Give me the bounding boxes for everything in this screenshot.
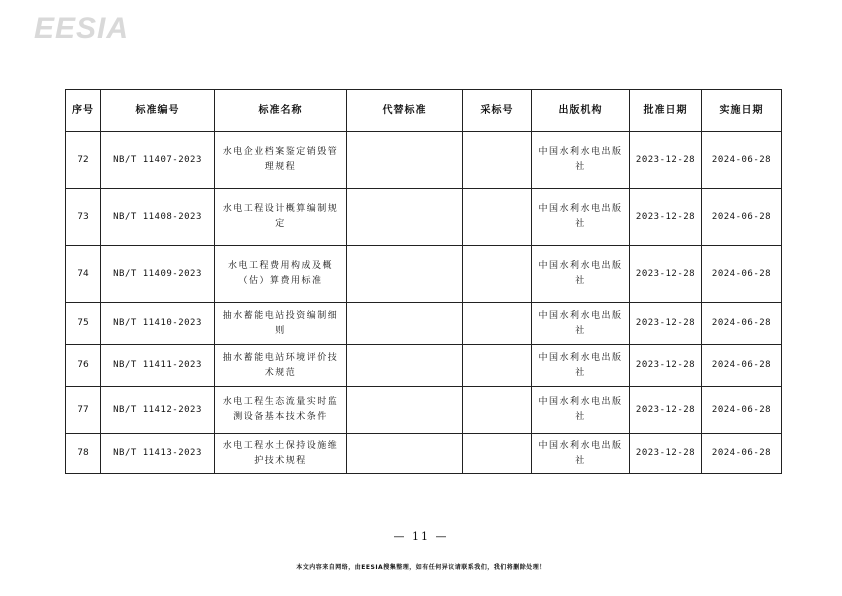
cell-publisher: 中国水利水电出版社 xyxy=(532,132,630,189)
table-header-row xyxy=(66,90,782,132)
cell-standard-name: 水电工程水土保持设施维护技术规程 xyxy=(215,434,347,474)
cell-publisher: 中国水利水电出版社 xyxy=(532,189,630,246)
cell-standard-name: 水电工程设计概算编制规定 xyxy=(215,189,347,246)
cell-effective-date: 2024-06-28 xyxy=(702,387,782,434)
header-standard-name: 标准名称 xyxy=(215,90,347,132)
cell-approval-date: 2023-12-28 xyxy=(630,189,702,246)
cell-adopted-standard xyxy=(463,387,532,434)
cell-publisher: 中国水利水电出版社 xyxy=(532,246,630,303)
table-row xyxy=(66,189,782,246)
header-standard-code: 标准编号 xyxy=(101,90,215,132)
header-publisher: 出版机构 xyxy=(532,90,630,132)
cell-approval-date: 2023-12-28 xyxy=(630,132,702,189)
table-row xyxy=(66,246,782,303)
cell-standard-code: NB/T 11408-2023 xyxy=(101,189,215,246)
cell-publisher: 中国水利水电出版社 xyxy=(532,345,630,387)
cell-effective-date: 2024-06-28 xyxy=(702,434,782,474)
cell-serial-number: 76 xyxy=(66,345,101,387)
cell-effective-date: 2024-06-28 xyxy=(702,132,782,189)
cell-serial-number: 75 xyxy=(66,303,101,345)
cell-effective-date: 2024-06-28 xyxy=(702,345,782,387)
cell-replaced-standard xyxy=(347,434,463,474)
cell-standard-code: NB/T 11407-2023 xyxy=(101,132,215,189)
cell-replaced-standard xyxy=(347,189,463,246)
cell-approval-date: 2023-12-28 xyxy=(630,387,702,434)
cell-publisher: 中国水利水电出版社 xyxy=(532,387,630,434)
cell-effective-date: 2024-06-28 xyxy=(702,189,782,246)
cell-adopted-standard xyxy=(463,345,532,387)
cell-approval-date: 2023-12-28 xyxy=(630,246,702,303)
cell-standard-code: NB/T 11411-2023 xyxy=(101,345,215,387)
table-row xyxy=(66,132,782,189)
cell-effective-date: 2024-06-28 xyxy=(702,303,782,345)
table-row xyxy=(66,387,782,434)
cell-publisher: 中国水利水电出版社 xyxy=(532,434,630,474)
cell-standard-name: 水电工程费用构成及概（估）算费用标准 xyxy=(215,246,347,303)
cell-approval-date: 2023-12-28 xyxy=(630,303,702,345)
standards-table xyxy=(65,89,782,474)
page-number: — 11 — xyxy=(393,530,449,543)
cell-adopted-standard xyxy=(463,189,532,246)
cell-serial-number: 78 xyxy=(66,434,101,474)
cell-publisher: 中国水利水电出版社 xyxy=(532,303,630,345)
cell-replaced-standard xyxy=(347,387,463,434)
eesia-watermark-logo: EESIA xyxy=(34,12,130,45)
table-row xyxy=(66,345,782,387)
cell-serial-number: 73 xyxy=(66,189,101,246)
header-replaced-standard: 代替标准 xyxy=(347,90,463,132)
cell-standard-code: NB/T 11413-2023 xyxy=(101,434,215,474)
cell-effective-date: 2024-06-28 xyxy=(702,246,782,303)
cell-replaced-standard xyxy=(347,345,463,387)
cell-serial-number: 72 xyxy=(66,132,101,189)
cell-approval-date: 2023-12-28 xyxy=(630,345,702,387)
header-approval-date: 批准日期 xyxy=(630,90,702,132)
header-effective-date: 实施日期 xyxy=(702,90,782,132)
cell-adopted-standard xyxy=(463,132,532,189)
table-row xyxy=(66,434,782,474)
header-serial-number: 序号 xyxy=(66,90,101,132)
cell-standard-name: 抽水蓄能电站投资编制细则 xyxy=(215,303,347,345)
cell-standard-name: 抽水蓄能电站环境评价技术规范 xyxy=(215,345,347,387)
cell-standard-code: NB/T 11409-2023 xyxy=(101,246,215,303)
cell-serial-number: 77 xyxy=(66,387,101,434)
cell-standard-code: NB/T 11412-2023 xyxy=(101,387,215,434)
cell-serial-number: 74 xyxy=(66,246,101,303)
cell-standard-name: 水电工程生态流量实时监测设备基本技术条件 xyxy=(215,387,347,434)
cell-replaced-standard xyxy=(347,246,463,303)
cell-standard-name: 水电企业档案鉴定销毁管理规程 xyxy=(215,132,347,189)
cell-replaced-standard xyxy=(347,132,463,189)
cell-adopted-standard xyxy=(463,434,532,474)
cell-adopted-standard xyxy=(463,303,532,345)
cell-approval-date: 2023-12-28 xyxy=(630,434,702,474)
cell-replaced-standard xyxy=(347,303,463,345)
footer-disclaimer: 本文内容来自网络，由EESIA搜集整理，如有任何异议请联系我们，我们将删除处理！ xyxy=(296,564,546,571)
table-row xyxy=(66,303,782,345)
cell-standard-code: NB/T 11410-2023 xyxy=(101,303,215,345)
cell-adopted-standard xyxy=(463,246,532,303)
header-adopted-standard: 采标号 xyxy=(463,90,532,132)
